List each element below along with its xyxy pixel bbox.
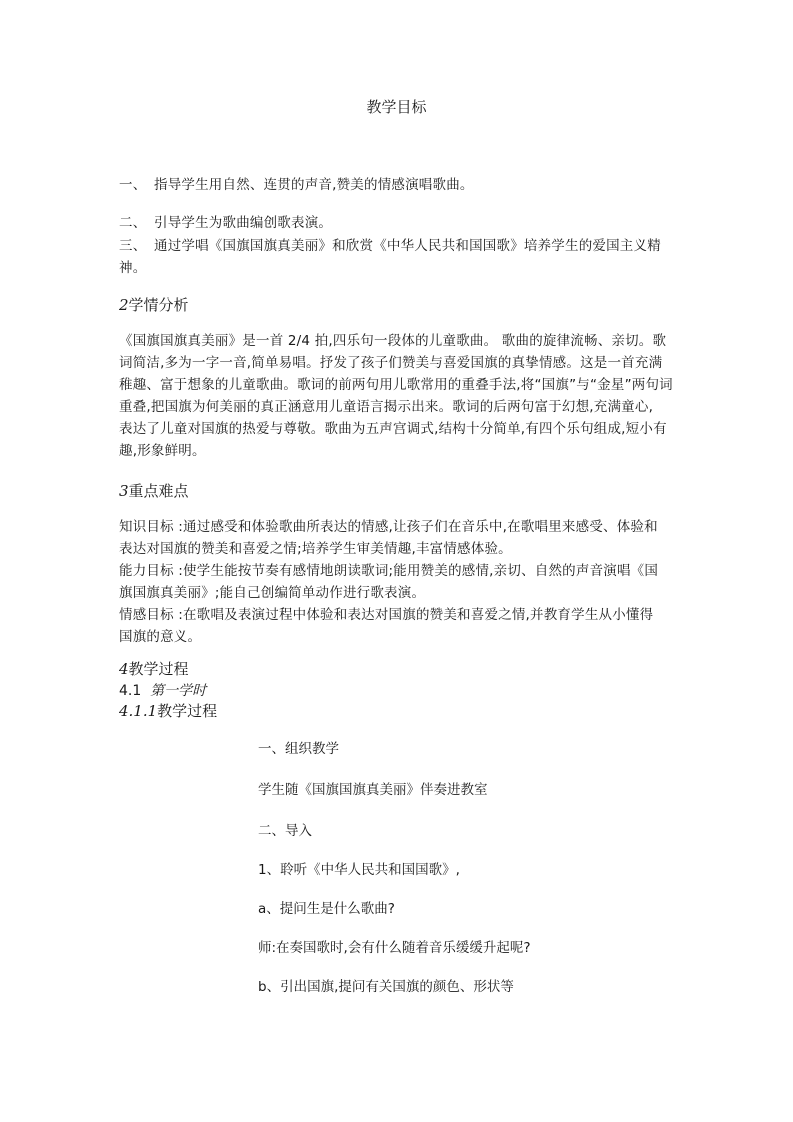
subsection-number: 4.1 <box>119 683 142 699</box>
paragraph-line: 旗国旗真美丽》;能自己创编简单动作进行歌表演。 <box>119 585 426 601</box>
section-number: 4 <box>119 660 129 678</box>
objective-text: 神。 <box>119 260 147 276</box>
paragraph-line: 表达对国旗的赞美和喜爱之情;培养学生审美情趣,丰富情感体验。 <box>119 541 512 557</box>
process-step: 师:在奏国歌时,会有什么随着音乐缓缓升起呢? <box>258 940 531 956</box>
objective-text: 通过学唱《国旗国旗真美丽》和欣赏《中华人民共和国国歌》培养学生的爱国主义精 <box>154 238 661 254</box>
paragraph-line: 趣,形象鲜明。 <box>119 443 206 459</box>
subsection-heading-lesson <box>119 680 206 702</box>
objective-item-1 <box>119 174 679 196</box>
paragraph-line: 稚趣、富于想象的儿童歌曲。歌词的前两句用儿歌常用的重叠手法,将“国旗”与“金星”两句词 <box>119 377 673 393</box>
paragraph-line: 知识目标 :通过感受和体验歌曲所表达的情感,让孩子们在音乐中,在歌唱里来感受、体验和 <box>119 519 658 535</box>
section-title: 教学过程 <box>128 660 189 678</box>
process-step: 二、导入 <box>258 823 312 839</box>
section-heading-key-points <box>119 480 189 502</box>
objective-number: 二、 <box>119 215 147 231</box>
section-heading-process <box>119 658 189 680</box>
analysis-paragraph <box>119 330 679 462</box>
objective-item-2 <box>119 212 679 234</box>
process-step: a、提问生是什么歌曲? <box>258 901 395 917</box>
section-title: 学情分析 <box>128 296 189 314</box>
subsection-heading-teaching-process <box>119 700 217 722</box>
objective-text: 引导学生为歌曲编创歌表演。 <box>154 215 333 231</box>
process-step: 1、聆听《中华人民共和国国歌》, <box>258 862 460 878</box>
paragraph-line: 《国旗国旗真美丽》是一首 2/4 拍,四乐句一段体的儿童歌曲。 歌曲的旋律流畅、亲切。歌 <box>119 333 667 349</box>
paragraph-line: 表达了儿童对国旗的热爱与尊敬。歌曲为五声宫调式,结构十分简单,有四个乐句组成,短小有 <box>119 421 667 437</box>
objective-text: 指导学生用自然、连贯的声音,赞美的情感演唱歌曲。 <box>154 177 474 193</box>
section-title: 重点难点 <box>128 482 189 500</box>
paragraph-line: 词简洁,多为一字一音,简单易唱。抒发了孩子们赞美与喜爱国旗的真挚情感。这是一首充满 <box>119 355 663 371</box>
paragraph-line: 能力目标 :使学生能按节奏有感情地朗读歌词;能用赞美的感情,亲切、自然的声音演唱《国 <box>119 563 659 579</box>
subsection-title: 第一学时 <box>150 683 207 699</box>
objective-number: 三、 <box>119 238 147 254</box>
objective-item-3 <box>119 235 679 257</box>
process-step: 一、组织教学 <box>258 741 339 757</box>
section-heading-analysis <box>119 294 189 316</box>
process-step: b、引出国旗,提问有关国旗的颜色、形状等 <box>258 979 514 995</box>
objective-number: 一、 <box>119 177 147 193</box>
objective-item-3-continued <box>119 257 679 279</box>
subsection-number: 4.1.1 <box>119 702 158 720</box>
section-number: 3 <box>119 482 129 500</box>
paragraph-line: 国旗的意义。 <box>119 629 202 645</box>
document-title: 教学目标 <box>366 98 427 116</box>
section-number: 2 <box>119 296 129 314</box>
process-step: 学生随《国旗国旗真美丽》伴奏进教室 <box>258 782 488 798</box>
paragraph-line: 情感目标 :在歌唱及表演过程中体验和表达对国旗的赞美和喜爱之情,并教育学生从小懂得 <box>119 607 654 623</box>
key-points-paragraph <box>119 516 679 648</box>
subsection-title: 教学过程 <box>157 702 218 720</box>
paragraph-line: 重叠,把国旗为何美丽的真正涵意用儿童语言揭示出来。歌词的后两句富于幻想,充满童心, <box>119 399 654 415</box>
